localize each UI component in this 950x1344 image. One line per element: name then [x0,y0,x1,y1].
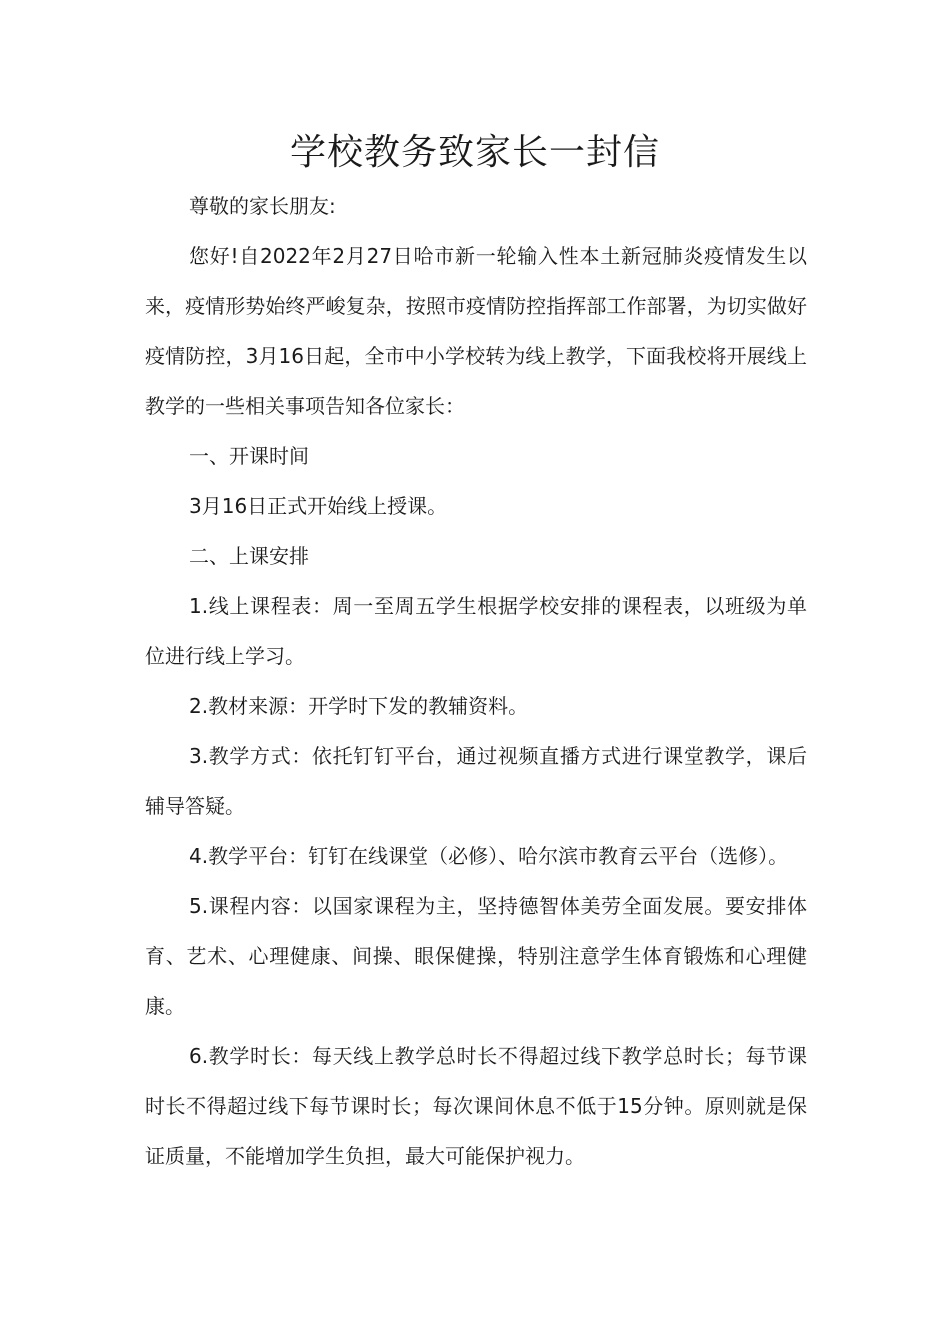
start-date-paragraph: 3月16日正式开始线上授课。 [189,494,448,518]
document-title: 学校教务致家长一封信 [289,132,660,173]
intro-paragraph: 您好!自2022年2月27日哈市新一轮输入性本土新冠肺炎疫情发生以来，疫情形势始终严峻复杂，按照市疫情防控指挥部工作部署，为切实做好疫情防控，3月16日起，全市中小学校转为线上教学，下面我校将开展线上教学的一些相关事项告知各位家长： [145,244,807,418]
item-schedule: 1.线上课程表：周一至周五学生根据学校安排的课程表，以班级为单位进行线上学习。 [145,594,807,668]
item-teaching-platform: 4.教学平台：钉钉在线课堂（必修）、哈尔滨市教育云平台（选修）。 [189,844,789,868]
salutation: 尊敬的家长朋友: [189,194,336,218]
item-teaching-method: 3.教学方式：依托钉钉平台，通过视频直播方式进行课堂教学，课后辅导答疑。 [145,744,807,818]
section-heading-arrangement: 二、上课安排 [189,544,309,568]
item-teaching-duration: 6.教学时长：每天线上教学总时长不得超过线下教学总时长；每节课时长不得超过线下每节课时长；每次课间休息不低于15分钟。原则就是保证质量，不能增加学生负担，最大可能保护视力。 [145,1044,807,1168]
item-materials: 2.教材来源：开学时下发的教辅资料。 [189,694,529,718]
document-body [145,181,807,1181]
item-course-content: 5.课程内容：以国家课程为主，坚持德智体美劳全面发展。要安排体育、艺术、心理健康、间操、眼保健操，特别注意学生体育锻炼和心理健康。 [145,894,807,1018]
section-heading-start-time: 一、开课时间 [189,444,309,468]
